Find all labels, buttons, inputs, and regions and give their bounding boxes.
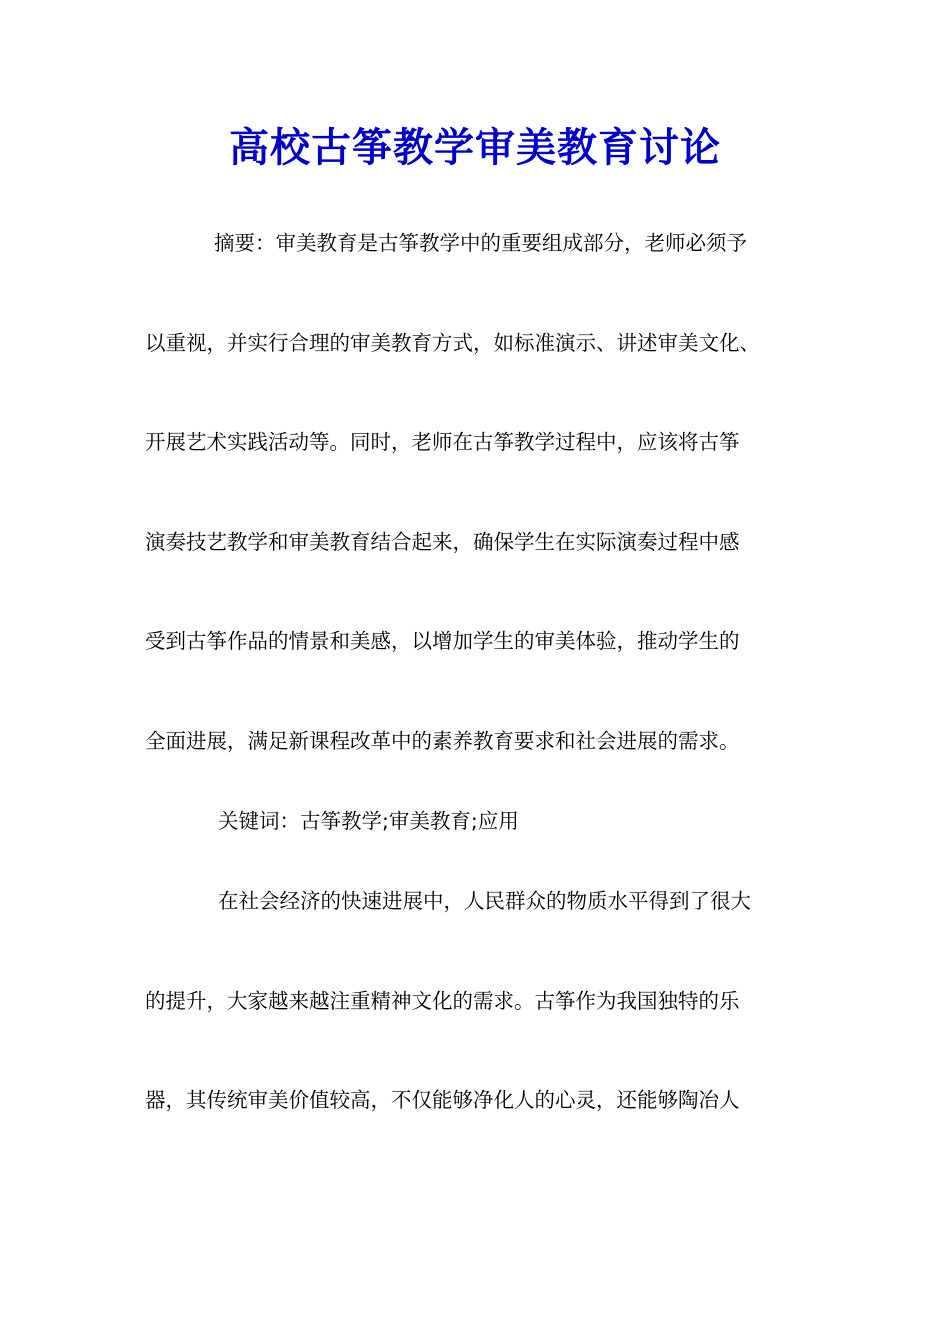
abstract-line-6: 全面进展，满足新课程改革中的素养教育要求和社会进展的需求。: [145, 729, 740, 753]
document-title: 高校古筝教学审美教育讨论: [229, 124, 721, 171]
abstract-line-4: 演奏技艺教学和审美教育结合起来，确保学生在实际演奏过程中感: [145, 530, 740, 554]
body-line-3: 器，其传统审美价值较高，不仅能够净化人的心灵，还能够陶冶人: [145, 1088, 740, 1112]
keywords-line: 关键词：古筝教学;审美教育;应用: [218, 809, 519, 833]
abstract-line-2: 以重视，并实行合理的审美教育方式，如标准演示、讲述审美文化、: [145, 331, 760, 355]
abstract-line-1: 摘要：审美教育是古筝教学中的重要组成部分，老师必须予: [214, 231, 747, 255]
abstract-line-3: 开展艺术实践活动等。同时，老师在古筝教学过程中，应该将古筝: [145, 430, 740, 454]
abstract-line-5: 受到古筝作品的情景和美感，以增加学生的审美体验，推动学生的: [145, 629, 740, 653]
body-line-2: 的提升，大家越来越注重精神文化的需求。古筝作为我国独特的乐: [145, 989, 740, 1013]
body-line-1: 在社会经济的快速进展中，人民群众的物质水平得到了很大: [218, 889, 751, 913]
